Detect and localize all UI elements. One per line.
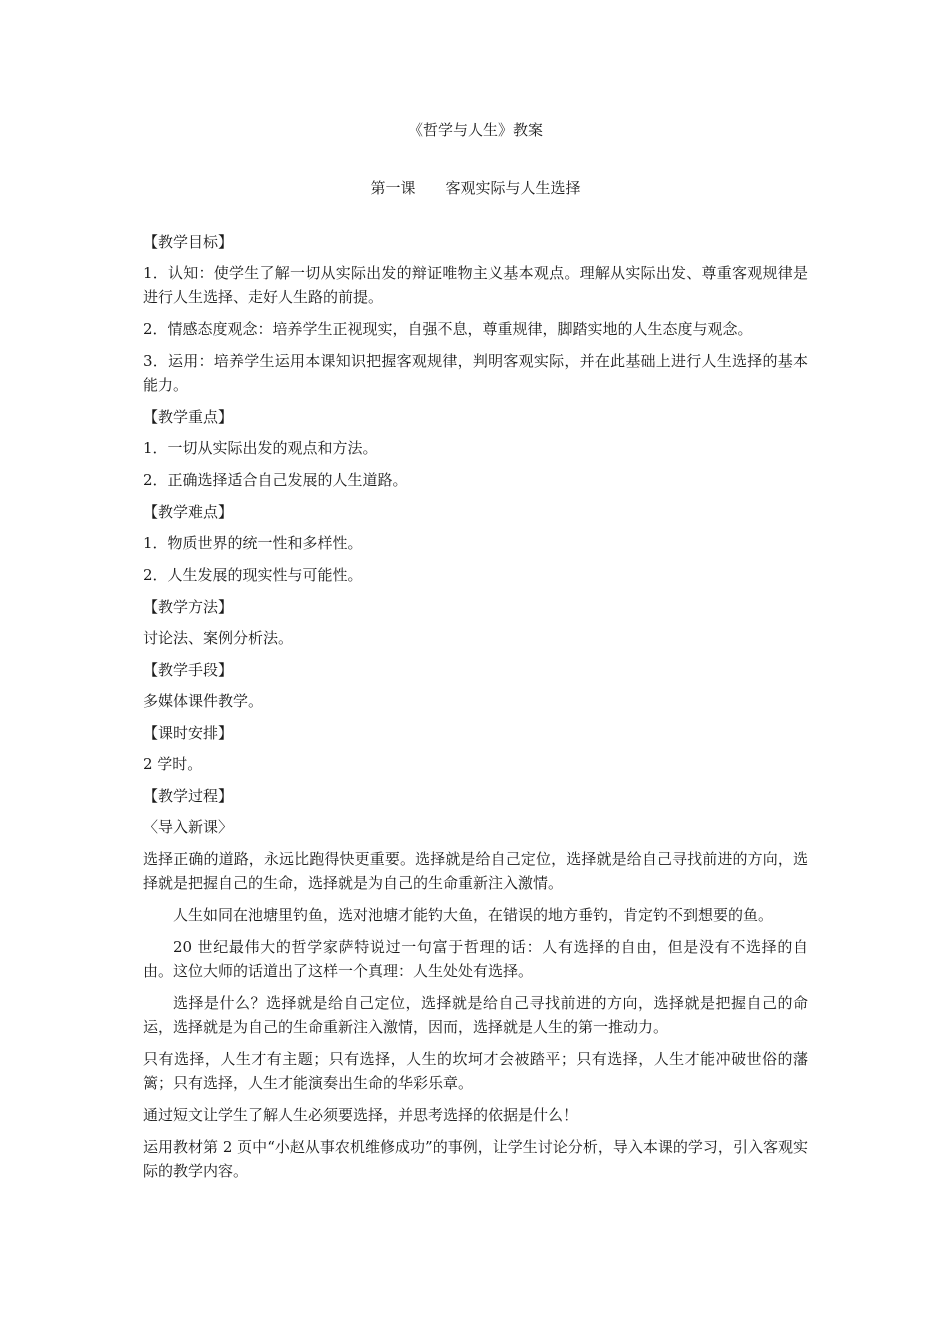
process-paragraph: 人生如同在池塘里钓鱼，选对池塘才能钓大鱼，在错误的地方垂钓，肯定钓不到想要的鱼。 [173,906,774,924]
schedule-heading: 【课时安排】 [143,724,234,742]
schedule-text: 2 学时。 [143,755,203,773]
process-paragraph: 选择是什么？选择就是给自己定位，选择就是给自己寻找前进的方向，选择就是把握自己的命运，选择就是为自己的生命重新注入激情，因而，选择就是人生的第一推动力。 [143,994,808,1036]
difficulties-heading: 【教学难点】 [143,503,234,521]
process-paragraph: 通过短文让学生了解人生必须要选择，并思考选择的依据是什么！ [143,1106,579,1124]
key-point-item: 2．正确选择适合自己发展的人生道路。 [143,471,408,489]
key-points-heading: 【教学重点】 [143,408,234,426]
process-paragraph: 20 世纪最伟大的哲学家萨特说过一句富于哲理的话：人有选择的自由，但是没有不选择的自由。这位大师的话道出了这样一个真理：人生处处有选择。 [143,938,808,980]
process-paragraph: 只有选择，人生才有主题；只有选择，人生的坎坷才会被踏平；只有选择，人生才能冲破世俗的藩篱；只有选择，人生才能演奏出生命的华彩乐章。 [143,1050,808,1092]
intro-subheading: 〈导入新课〉 [143,818,234,836]
difficulty-item: 1．物质世界的统一性和多样性。 [143,534,363,552]
difficulty-item: 2．人生发展的现实性与可能性。 [143,566,363,584]
methods-heading: 【教学方法】 [143,598,234,616]
means-text: 多媒体课件教学。 [143,692,264,710]
objective-item: 1．认知：使学生了解一切从实际出发的辩证唯物主义基本观点。理解从实际出发、尊重客观规律是进行人生选择、走好人生路的前提。 [143,264,808,306]
key-point-item: 1．一切从实际出发的观点和方法。 [143,439,378,457]
objective-item: 2．情感态度观念：培养学生正视现实，自强不息，尊重规律，脚踏实地的人生态度与观念。 [143,320,753,338]
process-paragraph: 运用教材第 2 页中“小赵从事农机维修成功”的事例，让学生讨论分析，导入本课的学习，引入客观实际的教学内容。 [143,1138,808,1180]
lesson-title: 第一课 客观实际与人生选择 [370,179,581,197]
document-body [143,118,808,1191]
process-heading: 【教学过程】 [143,787,234,805]
objective-item: 3．运用：培养学生运用本课知识把握客观规律，判明客观实际，并在此基础上进行人生选择的基本能力。 [143,352,808,394]
process-paragraph: 选择正确的道路，永远比跑得快更重要。选择就是给自己定位，选择就是给自己寻找前进的方向，选择就是把握自己的生命，选择就是为自己的生命重新注入激情。 [143,850,808,892]
objectives-heading: 【教学目标】 [143,233,234,251]
document-title: 《哲学与人生》教案 [407,121,543,139]
methods-text: 讨论法、案例分析法。 [143,629,294,647]
means-heading: 【教学手段】 [143,661,234,679]
